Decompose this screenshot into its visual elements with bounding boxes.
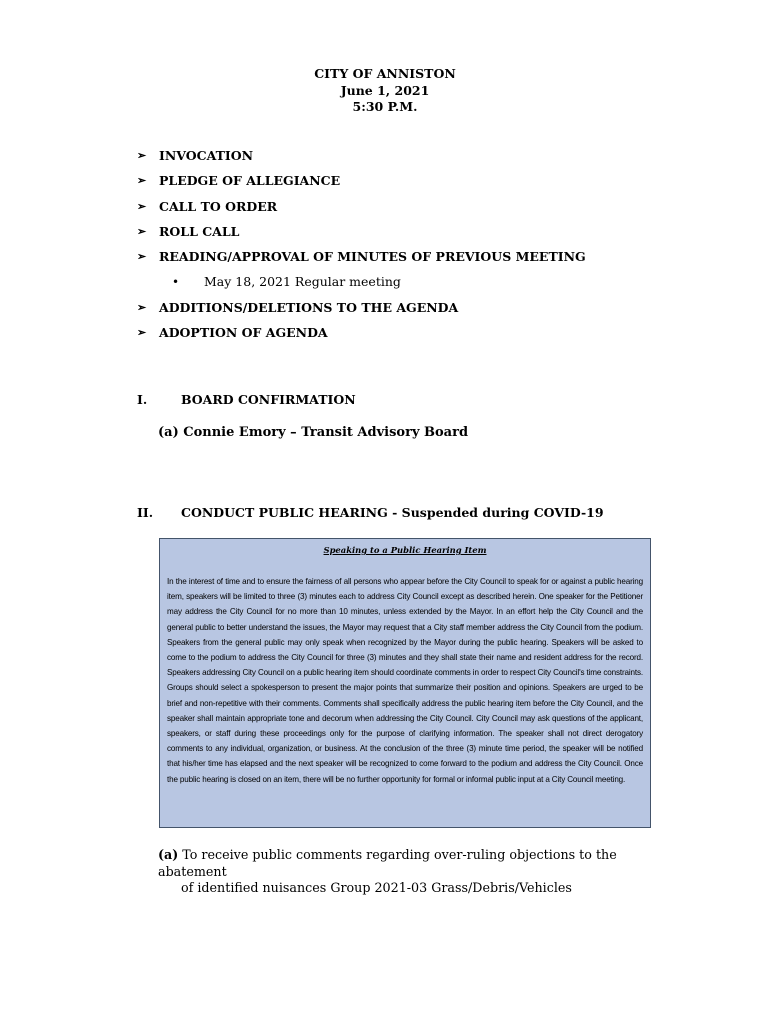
city-name: CITY OF ANNISTON	[314, 66, 456, 81]
agenda-subitem-label: May 18, 2021 Regular meeting	[204, 274, 401, 290]
meeting-time: 5:30 P.M.	[352, 99, 418, 114]
agenda-item-label: ADOPTION OF AGENDA	[159, 325, 328, 341]
agenda-item	[137, 148, 697, 173]
arrow-bullet-icon: ➢	[137, 326, 147, 340]
section-1-item-a: (a) Connie Emory – Transit Advisory Board	[158, 425, 469, 440]
agenda-item	[137, 224, 697, 249]
arrow-bullet-icon: ➢	[137, 199, 147, 213]
agenda-item-label: CALL TO ORDER	[159, 198, 278, 214]
rules-box-title: Speaking to a Public Hearing Item	[323, 545, 487, 555]
section-2-title: CONDUCT PUBLIC HEARING - Suspended during COVID-19	[181, 505, 604, 520]
agenda-item-label: READING/APPROVAL OF MINUTES OF PREVIOUS MEETING	[159, 249, 586, 265]
arrow-bullet-icon: ➢	[137, 250, 147, 264]
agenda-item	[137, 199, 697, 224]
agenda-item	[137, 249, 697, 274]
agenda-item-label: ADDITIONS/DELETIONS TO THE AGENDA	[159, 299, 459, 315]
agenda-item-label: INVOCATION	[159, 148, 254, 163]
section-1-number: I.	[137, 392, 148, 407]
arrow-bullet-icon: ➢	[137, 300, 147, 314]
arrow-bullet-icon: ➢	[137, 149, 147, 162]
section-1-title: BOARD CONFIRMATION	[181, 392, 356, 407]
meeting-date: June 1, 2021	[340, 82, 430, 98]
rules-box-body: In the interest of time and to ensure the fairness of all persons who appear before the City Council to speak for or against a public hearing item, speakers will be limited to three (3) minutes each to address City Council except as described herein. One speaker for the Petitioner may address the City Council for no more than 10 minutes, unless extended by the Mayor. In an effort help the City Council and the general public to better understand the issues, the Mayor may request that a City staff member address the City Council from the podium. Speakers from the general public may only speak when recognized by the Mayor during the public hearing. Speakers will be asked to come to the podium to address the City Council for three (3) minutes and they shall state their name and resident address for the record. Speakers addressing City Council on a public hearing item should coordinate comments in order to respect City Council's time constraints. Groups should select a spokesperson to present the major points that summarize their position and opinions. Speakers are urged to be brief and non-repetitive with their comments. Comments shall specifically address the public hearing item before the City Council, and the speaker shall maintain appropriate tone and decorum when addressing the City Council. City Council may ask questions of the applicant, speakers, or staff during these proceedings only for the purpose of clarifying information. The speaker shall not direct derogatory comments to any individual, organization, or business. At the conclusion of the three (3) minute time period, the speaker will be notified that his/her time has elapsed and the next speaker will be recognized to come forward to the podium and address the City Council. Once the public hearing is closed on an item, there will be no further opportunity for formal or informal public input at a City Council meeting.	[167, 577, 643, 784]
agenda-item	[137, 325, 697, 350]
agenda-subitem	[137, 274, 697, 299]
arrow-bullet-icon: ➢	[137, 224, 147, 238]
agenda-item-label: PLEDGE OF ALLEGIANCE	[159, 173, 341, 189]
agenda-item-label: ROLL CALL	[159, 223, 240, 239]
round-bullet-icon: •	[172, 275, 180, 290]
agenda-item	[137, 173, 697, 198]
opening-items-list	[137, 148, 697, 350]
section-2-number: II.	[137, 505, 154, 520]
section-2-item-a	[158, 847, 658, 897]
arrow-bullet-icon: ➢	[137, 174, 147, 188]
public-hearing-rules-box	[159, 538, 651, 828]
agenda-item	[137, 300, 697, 325]
agenda-header	[0, 66, 770, 116]
item-a-line-2: of identified nuisances Group 2021-03 Grass/Debris/Vehicles	[181, 880, 572, 895]
item-a-label: (a)	[158, 847, 179, 862]
item-a-line-1: To receive public comments regarding over-ruling objections to the abatement	[158, 847, 617, 879]
